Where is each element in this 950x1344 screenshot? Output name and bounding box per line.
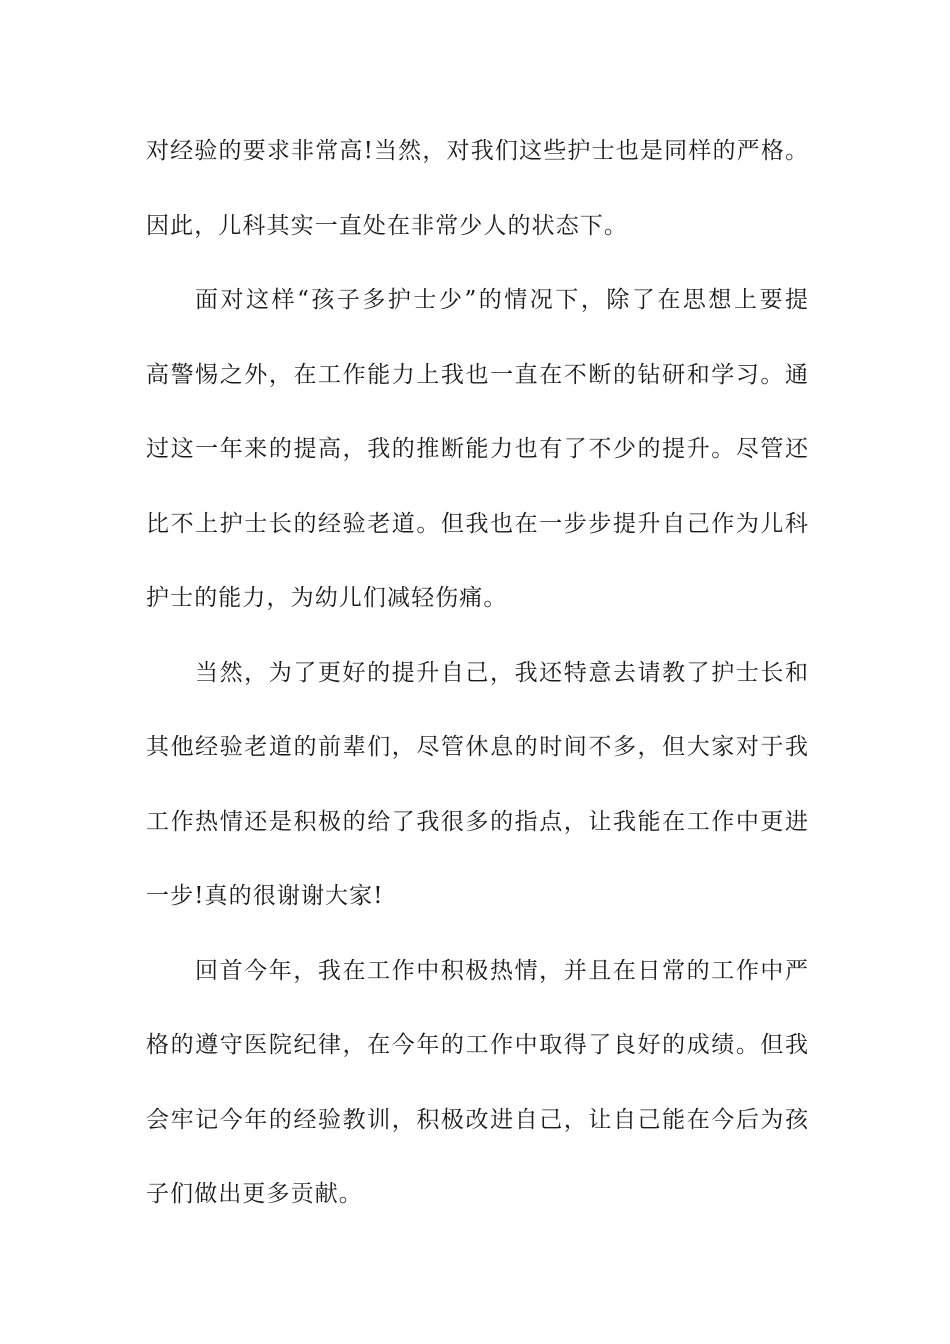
text-line: 因此，儿科其实一直处在非常少人的状态下。 (146, 213, 628, 239)
text-line: 会牢记今年的经验教训，积极改进自己，让自己能在今后为孩 (146, 1107, 808, 1133)
paragraph-first-line: 回首今年，我在工作中积极热情，并且在日常的工作中严 (195, 958, 808, 984)
text-line: 格的遵守医院纪律，在今年的工作中取得了良好的成绩。但我 (146, 1032, 808, 1058)
text-line: 护士的能力，为幼儿们减轻伤痛。 (146, 585, 508, 611)
text-line: 过这一年来的提高，我的推断能力也有了不少的提升。尽管还 (146, 436, 808, 462)
text-line: 子们做出更多贡献。 (146, 1181, 363, 1207)
text-line: 比不上护士长的经验老道。但我也在一步步提升自己作为儿科 (146, 511, 808, 537)
text-line: 高警惕之外，在工作能力上我也一直在不断的钻研和学习。通 (146, 362, 808, 388)
text-line: 其他经验老道的前辈们，尽管休息的时间不多，但大家对于我 (146, 734, 808, 760)
text-line: 对经验的要求非常高!当然，对我们这些护士也是同样的严格。 (146, 138, 808, 164)
text-line: 工作热情还是积极的给了我很多的指点，让我能在工作中更进 (146, 809, 808, 835)
text-line: 一步!真的很谢谢大家! (146, 883, 384, 909)
paragraph-first-line: 面对这样“孩子多护士少”的情况下，除了在思想上要提 (195, 287, 808, 313)
paragraph-first-line: 当然，为了更好的提升自己，我还特意去请教了护士长和 (195, 660, 808, 686)
